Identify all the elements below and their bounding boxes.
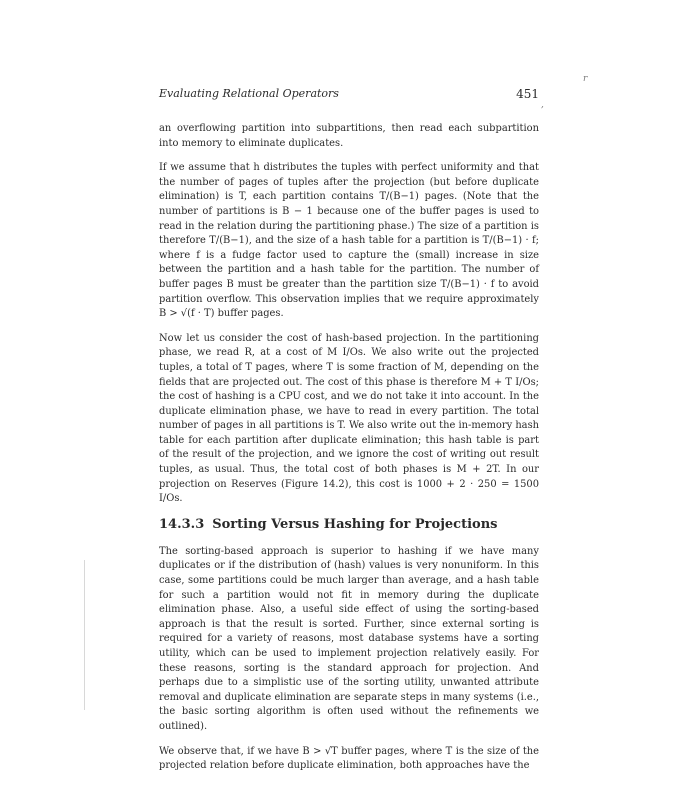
body-text bbox=[159, 122, 539, 784]
section-number: 14.3.3 bbox=[159, 516, 205, 532]
paragraph-sort-vs-hash: The sorting-based approach is superior to hashing if we have many duplicates or if the distribution of (hash) values is very nonuniform. In this case, some partitions could be much larger than average, and a hash table for such a partition would not fit in memory during the duplicate elimination phase. Also, a useful side effect of using the sorting-based approach is that the result is sorted. Further, since external sorting is required for a variety of reasons, most database systems have a sorting utility, which can be used to implement projection relatively easily. For these reasons, sorting is the standard approach for projection. And perhaps due to a simplistic use of the sorting utility, unwanted attribute removal and duplicate elimination are separate steps in many systems (i.e., the basic sorting algorithm is often used without the refinements we outlined). bbox=[159, 545, 539, 732]
paragraph-partition-size: If we assume that h distributes the tuples with perfect uniformity and that the number of pages of tuples after the projection (but before duplicate elimination) is T, each partition contains T/(B−1) pages. (Note that the number of partitions is B − 1 because one of the buffer pages is used to read in the relation during the partitioning phase.) The size of a partition is therefore T/(B−1), and the size of a hash table for a partition is T/(B−1) · f; where f is a fudge factor used to capture the (small) increase in size between the partition and a hash table for the partition. The number of buffer pages B must be greater than the partition size T/(B−1) · f to avoid partition overflow. This observation implies that we require approximately B > √(f · T) buffer pages. bbox=[159, 162, 539, 320]
paragraph-hash-cost: Now let us consider the cost of hash-based projection. In the partitioning phase, we read R, at a cost of M I/Os. We also write out the projected tuples, a total of T pages, where T is some fraction of M, depending on the fields that are projected out. The cost of this phase is therefore M + T I/Os; the cost of hashing is a CPU cost, and we do not take it into account. In the duplicate elimination phase, we have to read in every partition. The total number of pages in all partitions is T. We also write out the in-memory hash table for each partition after duplicate elimination; this hash table is part of the result of the projection, and we ignore the cost of writing out result tuples, as usual. Thus, the total cost of both phases is M + 2T. In our projection on Reserves (Figure 14.2), this cost is 1000 + 2 · 250 = 1500 I/Os. bbox=[159, 332, 539, 505]
section-title: Sorting Versus Hashing for Projections bbox=[212, 516, 498, 532]
margin-mark-sub: , bbox=[541, 100, 544, 110]
page-number: 451 bbox=[516, 87, 539, 101]
running-title: Evaluating Relational Operators bbox=[159, 87, 339, 100]
paragraph-continuation: an overflowing partition into subpartitions, then read each subpartition into memory to eliminate duplicates. bbox=[159, 123, 539, 149]
running-header bbox=[159, 87, 541, 105]
scan-artifact-line bbox=[84, 560, 85, 710]
section-heading bbox=[159, 517, 539, 533]
paragraph-observation: We observe that, if we have B > √T buffer pages, where T is the size of the projected relation before duplicate elimination, both approaches have the bbox=[159, 745, 539, 772]
margin-mark: r bbox=[583, 74, 588, 84]
